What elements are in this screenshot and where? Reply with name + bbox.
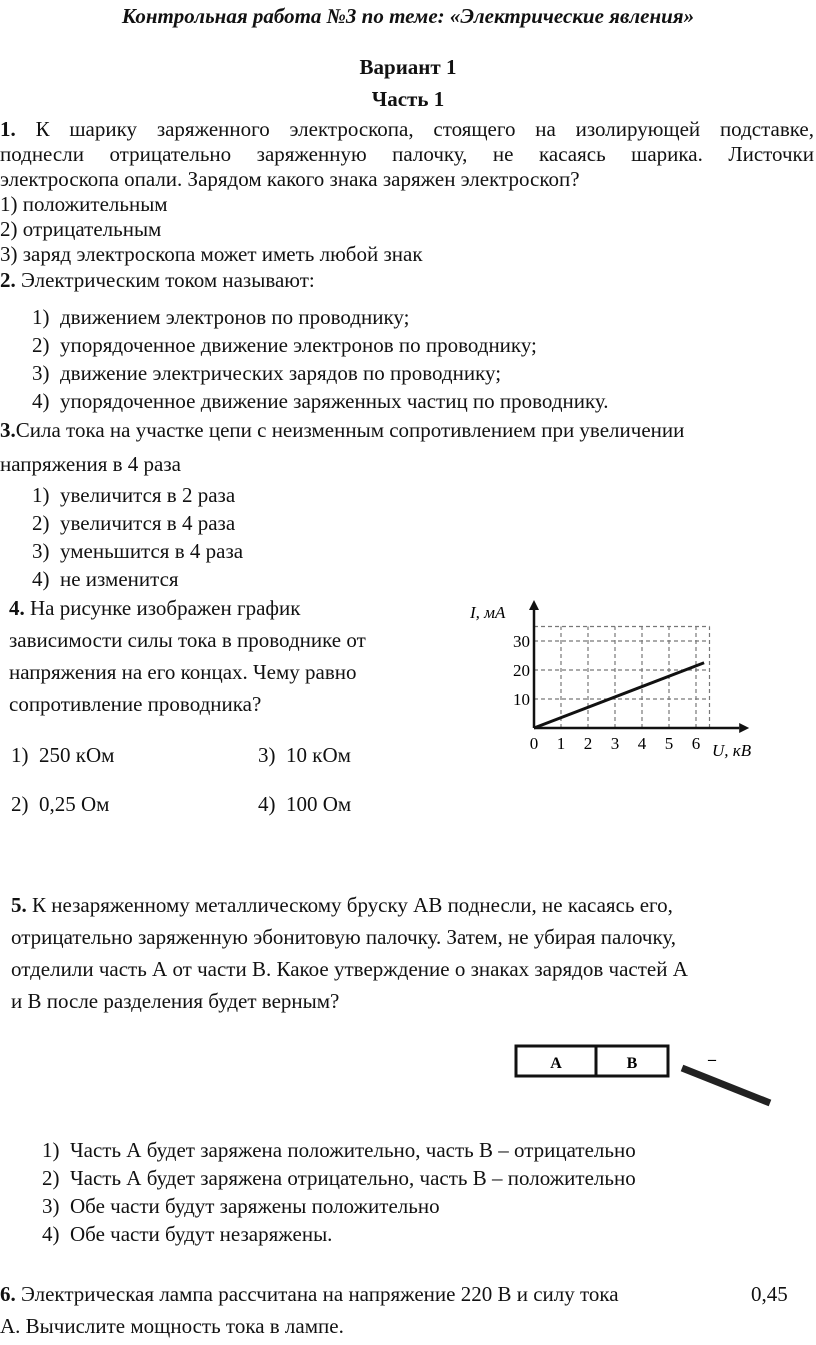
q5-option: 1) Часть А будет заряжена положительно, часть В – отрицательно	[42, 1138, 636, 1162]
q3-option: 4) не изменится	[32, 567, 179, 591]
y-axis-arrow	[529, 600, 539, 610]
q1-line-3: электроскопа опали. Зарядом какого знака заряжен электроскоп?	[0, 167, 580, 191]
q2-text: Электрическим током называют:	[21, 268, 315, 292]
q4-line: зависимости силы тока в проводнике от	[9, 628, 366, 652]
q6-number: 6.	[0, 1282, 16, 1306]
x-axis-arrow	[739, 723, 749, 733]
q4-option: 3) 10 кОм	[258, 743, 351, 767]
q3-option: 1) увеличится в 2 раза	[32, 483, 236, 507]
q1-option: 1) положительным	[0, 192, 168, 216]
q6-value: 0,45	[751, 1282, 788, 1306]
chart-series	[534, 663, 704, 728]
q5-number: 5.	[11, 893, 27, 917]
x-tick-label: 6	[691, 734, 701, 753]
variant-heading: Вариант 1	[359, 55, 457, 79]
q4-option: 2) 0,25 Ом	[11, 792, 110, 816]
q5-line: отделили часть А от части В. Какое утверждение о знаках зарядов частей А	[11, 957, 688, 981]
x-tick-label: 3	[610, 734, 620, 753]
q4-option: 4) 100 Ом	[258, 792, 352, 816]
x-tick-label: 5	[664, 734, 674, 753]
q6-line-2: А. Вычислите мощность тока в лампе.	[0, 1314, 344, 1338]
chart-grid	[534, 627, 710, 729]
q2-number: 2.	[0, 268, 16, 292]
q3-option: 2) увеличится в 4 раза	[32, 511, 236, 535]
q1-line-2: поднесли отрицательно заряженную палочку, не касаясь шарика. Листочки	[0, 142, 814, 166]
q5-line: отрицательно заряженную эбонитовую палочку. Затем, не убирая палочку,	[11, 925, 677, 949]
page-title: Контрольная работа №3 по теме: «Электрические явления»	[121, 4, 695, 28]
y-tick-label: 10	[513, 690, 530, 709]
q5-option: 3) Обе части будут заряжены положительно	[42, 1194, 440, 1218]
x-tick-label: 2	[583, 734, 593, 753]
q3-line-1: Сила тока на участке цепи с неизменным сопротивлением при увеличении	[15, 418, 685, 442]
q5-option: 2) Часть А будет заряжена отрицательно, часть В – положительно	[42, 1166, 636, 1190]
q6-line-1: Электрическая лампа рассчитана на напряжение 220 В и силу тока	[21, 1282, 619, 1306]
x-axis-label: U, кВ	[712, 741, 752, 760]
rod-charge-sign: –	[708, 1051, 716, 1068]
q5-line: и В после разделения будет верным?	[11, 989, 340, 1013]
q3-option: 3) уменьшится в 4 раза	[32, 539, 244, 563]
x-tick-label: 4	[637, 734, 647, 753]
chart-ticks	[513, 632, 700, 753]
q2-option: 1) движением электронов по проводнику;	[32, 305, 410, 329]
q4-number: 4.	[9, 596, 25, 620]
ebonite-rod	[682, 1068, 770, 1103]
q4-line: сопротивление проводника?	[9, 692, 262, 716]
q1-number: 1.	[0, 117, 16, 141]
x-tick-label: 1	[556, 734, 566, 753]
metal-bar-diagram	[510, 1040, 780, 1115]
y-tick-label: 30	[513, 632, 530, 651]
y-axis-label: I, мА	[470, 603, 506, 622]
q4-option: 1) 250 кОм	[11, 743, 115, 767]
q1-option: 3) заряд электроскопа может иметь любой знак	[0, 242, 423, 266]
bar-label-a: A	[550, 1055, 562, 1072]
q2-option: 4) упорядоченное движение заряженных частиц по проводнику.	[32, 389, 609, 413]
bar-label-b: B	[626, 1055, 638, 1072]
part-heading: Часть 1	[371, 87, 445, 111]
q4-line: напряжения на его концах. Чему равно	[9, 660, 357, 684]
chart-axes	[529, 600, 749, 733]
y-tick-label: 20	[513, 661, 530, 680]
q2-option: 2) упорядоченное движение электронов по проводнику;	[32, 333, 537, 357]
q2-option: 3) движение электрических зарядов по проводнику;	[32, 361, 502, 385]
q3-number: 3.	[0, 418, 16, 442]
q3-line-2: напряжения в 4 раза	[0, 452, 181, 476]
current-voltage-chart	[458, 590, 788, 775]
q1-option: 2) отрицательным	[0, 217, 162, 241]
series-line	[534, 663, 704, 728]
x-tick-label: 0	[529, 734, 539, 753]
q5-option: 4) Обе части будут незаряжены.	[42, 1222, 333, 1246]
q1-line-1: 1. К шарику заряженного электроскопа, стоящего на изолирующей подставке,	[0, 117, 815, 141]
